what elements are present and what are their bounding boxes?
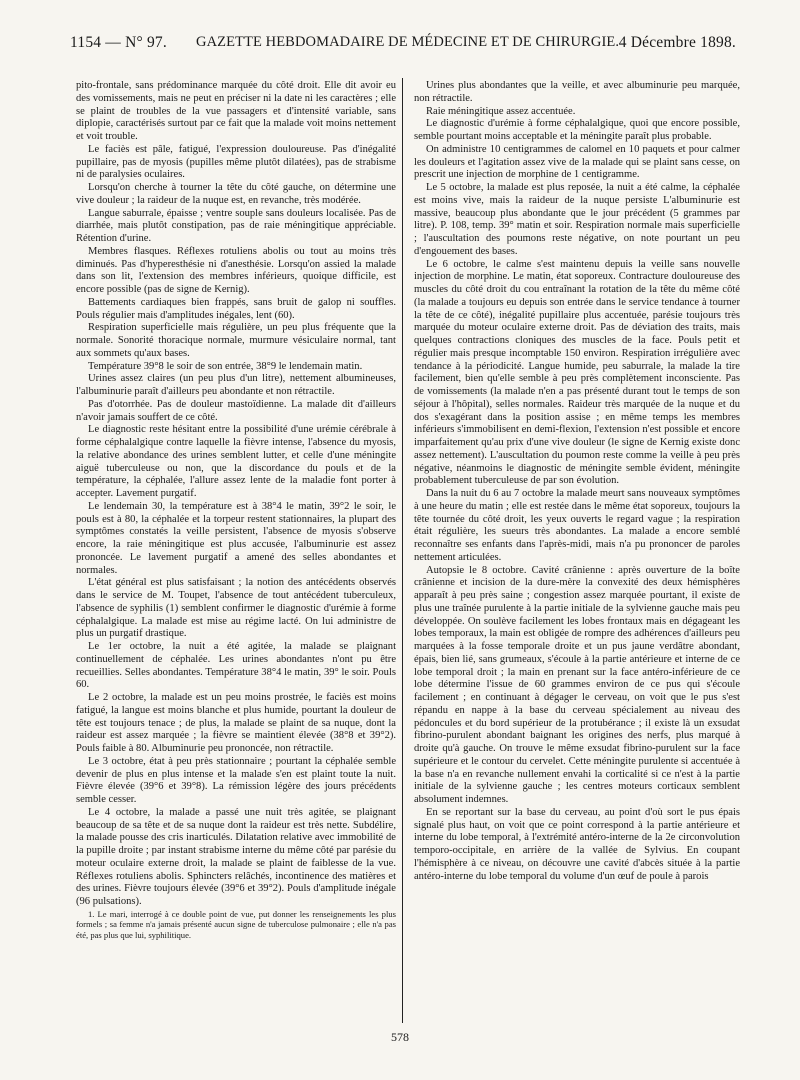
left-column bbox=[76, 80, 396, 940]
paragraph: Température 39°8 le soir de son entrée, 38°9 le lendemain matin. bbox=[88, 360, 363, 372]
running-header bbox=[70, 34, 736, 60]
paragraph: Le 2 octobre, la malade est un peu moins prostrée, le faciès est moins fatigué, la langue est moins blanche et plus humide, pourtant la douleur de tête est toujours tenace ; de plus, la malade se plaint de sa nuque, dont la raideur est assez marquée ; la fièvre se maintient élevée (38°8 et 39°2). Pouls faible à 80. Albuminurie peu prononcée, non rétractile. bbox=[76, 692, 396, 754]
paragraph: Autopsie le 8 octobre. Cavité crânienne : après ouverture de la boîte crânienne et incision de la dure-mère la convexité des deux hémisphères apparaît à peu près saine ; congestion assez marquée pourtant, il existe de plus une traînée purulente à la partie initiale de la sylvienne gauche mais peu développée. On soulève facilement les lobes frontaux mais en dégageant les lobes temporaux, la main est obligée de rompre des adhérences d'ailleurs peu marquées à la fosse temporale droite et un pus jaune verdâtre abondant, épais, bien lié, sans grumeaux, s'écoule à la partie antérieure et interne de ce lobe temporal droit ; la main en prenant sur la face antéro-inférieure de ce lobe détermine l'issue de 60 grammes environ de ce pus qui s'écoule facilement ; en continuant à dégager le cerveau, on voit que le pus s'est répandu en nappe à la base du cerveau spécialement au niveau des pédoncules et du bord supérieur de la protubérance ; il existe là un exsudat fibrino-purulent abondant baignant les origines des nerfs, plus marqué à droite qu'à gauche. On trouve le même exsudat fibrino-purulent sur la face supérieure et le contour du cervelet. Cette méningite purulente si accentuée à la base n'a en revanche nullement envahi la corticalité si ce n'est à la partie initiale de la sylvienne gauche ; les centres moteurs corticaux semblent absolument indemnes. bbox=[414, 564, 740, 805]
paragraph: Battements cardiaques bien frappés, sans bruit de galop ni souffles. Pouls régulier mais d'amplitudes inégales, lent (60). bbox=[76, 296, 396, 321]
paragraph: Le 4 octobre, la malade a passé une nuit très agitée, se plaignant beaucoup de sa tête et de sa nuque dont la raideur est très nette. Subdélire, la malade pousse des cris inarticulés. Dilatation relative avec immobilité de la pupille droite ; par instant strabisme interne du même côté par parésie du moteur oculaire externe droit, la malade se plaint de faiblesse de la vue. Réflexes rotuliens abolis. Sphincters relâchés, incontinence des matières et des urines. Fièvre toujours élevée (39°6 et 39°2). Pouls d'amplitude inégale (96 pulsations). bbox=[76, 806, 396, 907]
paragraph: Respiration superficielle mais régulière, un peu plus fréquente que la normale. Sonorité thoracique normale, murmure vésiculaire normal, tant aux sommets qu'aux bases. bbox=[76, 322, 396, 359]
paragraph: Langue saburrale, épaisse ; ventre souple sans douleurs localisée. Pas de diarrhée, mais plutôt constipation, pas de raie méningitique appréciable. Rétention d'urine. bbox=[76, 207, 396, 244]
paragraph: Le 1er octobre, la nuit a été agitée, la malade se plaignant continuellement de céphalée. Les urines abondantes n'ont pu être recueillies. Selles abondantes. Température 38°4 le matin, 39° le soir. Pouls 60. bbox=[76, 641, 396, 691]
footnote: 1. Le mari, interrogé à ce double point de vue, put donner les renseignements les plus formels ; sa femme n'a jamais présenté aucun signe de tuberculose pulmonaire ; elle n'a pas été, pas plus que lui, syphilitique. bbox=[76, 908, 396, 940]
paragraph: Urines plus abondantes que la veille, et avec albuminurie peu marquée, non rétractile. bbox=[414, 80, 740, 104]
page-number: 1154 — N° 97. bbox=[70, 34, 167, 51]
paragraph: Le faciès est pâle, fatigué, l'expression douloureuse. Pas d'inégalité pupillaire, pas de myosis (pupilles même plutôt dilatées), pas de strabisme ni de paralysies oculaires. bbox=[76, 143, 396, 181]
issue-date: 4 Décembre 1898. bbox=[618, 34, 736, 51]
paragraph: Lorsqu'on cherche à tourner la tête du côté gauche, on détermine une vive douleur ; la raideur de la nuque est, en revanche, très modérée. bbox=[76, 182, 396, 206]
paragraph: pito-frontale, sans prédominance marquée du côté droit. Elle dit avoir eu des vomissements, mais ne peut en préciser ni la date ni les caractères ; elle se plaint de troubles de la vue passagers et d'intensité variable, sans diplopie, caractérisés surtout par ce fait que la malade voit moins nettement et voit trouble. bbox=[76, 80, 396, 142]
paragraph: Le 3 octobre, état à peu près stationnaire ; pourtant la céphalée semble devenir de plus en plus intense et la malade s'en est plaint toute la nuit. Fièvre élevée (39°6 et 39°8). La rémission légère des jours précédents semble cesser. bbox=[76, 755, 396, 805]
paragraph: Le diagnostic reste hésitant entre la possibilité d'une urémie cérébrale à forme céphalalgique contre laquelle la fièvre intense, l'absence du myosis, la relative abondance des urines semblent lutter, et celle d'une méningite aiguë tuberculeuse ou non, que la discordance du pouls et de la température, la céphalée, l'allure assez lente de la maladie font porter à accepter. Lavement purgatif. bbox=[76, 424, 396, 499]
paragraph: Dans la nuit du 6 au 7 octobre la malade meurt sans nouveaux symptômes à une heure du matin ; elle est restée dans le même état soporeux, toujours la tête tournée du côté droit, les yeux ouverts le regard vague ; la respiration était régulière, les sueurs très abondantes. La malade a encore semblé reconnaître ses enfants dans l'après-midi, mais n'a pu prononcer de paroles nettement articulées. bbox=[414, 488, 740, 563]
paragraph: Pas d'otorrhée. Pas de douleur mastoïdienne. La malade dit d'ailleurs n'avoir jamais souffert de ce côté. bbox=[76, 398, 396, 423]
paragraph: Le 5 octobre, la malade est plus reposée, la nuit a été calme, la céphalée est moins vive, mais la raideur de la nuque persiste L'albuminurie est massive, beaucoup plus abondante que le jour précédent (5 grammes par litre). P. 108, temp. 39° matin et soir. Respiration normale mais superficielle ; l'auscultation des poumons reste négative, on note pourtant un peu d'engouement des bases. bbox=[414, 182, 740, 257]
paragraph: L'état général est plus satisfaisant ; la notion des antécédents observés dans le service de M. Toupet, l'absence de tout antécédent tuberculeux, l'absence de syphilis (1) semblent confirmer le diagnostic d'urémie à forme céphalalgique. La malade est mise au régime lacté. On lui administre de plus un purgatif drastique. bbox=[76, 577, 396, 640]
paragraph: Urines assez claires (un peu plus d'un litre), nettement albumineuses, l'albuminurie paraît d'ailleurs peu abondante et non rétractile. bbox=[76, 373, 396, 397]
paragraph: Le lendemain 30, la température est à 38°4 le matin, 39°2 le soir, le pouls est à 80, la céphalée et la torpeur restent stationnaires, la plupart des symptômes constatés la veille persistent, l'absence de myosis s'observe encore, la raie méningitique est plus accusée, l'albuminurie est assez prononcée. Le lavement purgatif a amené des selles abondantes et normales. bbox=[76, 500, 396, 576]
paragraph: Le 6 octobre, le calme s'est maintenu depuis la veille sans nouvelle injection de morphine. Le matin, état soporeux. Contracture douloureuse des muscles du côté droit du cou entraînant la rotation de la tête du même côté (la malade a toujours eu depuis son entrée dans le service tendance à tourner la tête de ce côté), inégalité pupillaire plus accentuée, parésie toujours très marquée du moteur oculaire externe droit. Pas de déviation des traits, mais quelques contractions cloniques des muscles de la face. Pouls petit et régulier mais presque incomptable 150 environ. Respiration irrégulière avec tendance à la périodicité. Langue humide, peu saburrale, la malade la tire facilement, bien qu'elle semble à peu près complètement inconsciente. Pas de vomissements (la malade n'en a pas présenté durant tout le temps de son séjour à l'hôpital), selles normales. Raideur très marquée de la nuque et du dos s'exagérant dans la position assise ; en même temps les membres inférieurs s'immobilisent en demi-flexion, l'extension n'est possible et encore imparfaitement qu'au prix d'une vive douleur (le signe de Kernig existe donc assez nettement). L'auscultation du poumon reste comme la veille à peu près négative, néanmoins le diagnostic de méningite semble évident, méningite probablement tuberculeuse de par son évolution. bbox=[414, 258, 740, 487]
paragraph: En se reportant sur la base du cerveau, au point d'où sort le pus épais signalé plus haut, on voit que ce point correspond à la partie antérieure et interne du lobe temporal, à l'extrémité antéro-interne de la 2e circonvolution temporo-occipitale, en arrière de la vallée de Sylvius. En coupant l'hémisphère à ce niveau, on découvre une cavité d'abcès située à la partie antéro-interne du lobe temporal du volume d'un œuf de poule à parois bbox=[414, 806, 740, 882]
folio: 578 bbox=[391, 1030, 409, 1044]
paragraph: Raie méningitique assez accentuée. bbox=[426, 105, 576, 117]
paragraph: Membres flasques. Réflexes rotuliens abolis ou tout au moins très diminués. Pas d'hyperesthésie ni d'anesthésie. Lorsqu'on assied la malade dans son lit, l'extension des membres inférieurs, quoique difficile, est encore possible (pas de signe de Kernig). bbox=[76, 245, 396, 295]
column-rule bbox=[402, 78, 403, 1023]
paragraph: Le diagnostic d'urémie à forme céphalalgique, quoi que encore possible, semble pourtant moins acceptable et la méningite paraît plus probable. bbox=[414, 118, 740, 142]
paragraph: On administre 10 centigrammes de calomel en 10 paquets et pour calmer les douleurs et l'agitation assez vive de la malade qui se plaint sans cesse, on prescrit une injection de morphine de 1 centigramme. bbox=[414, 143, 740, 181]
journal-title: GAZETTE HEBDOMADAIRE DE MÉDECINE ET DE CHIRURGIE. bbox=[196, 34, 620, 50]
right-column bbox=[414, 80, 740, 883]
